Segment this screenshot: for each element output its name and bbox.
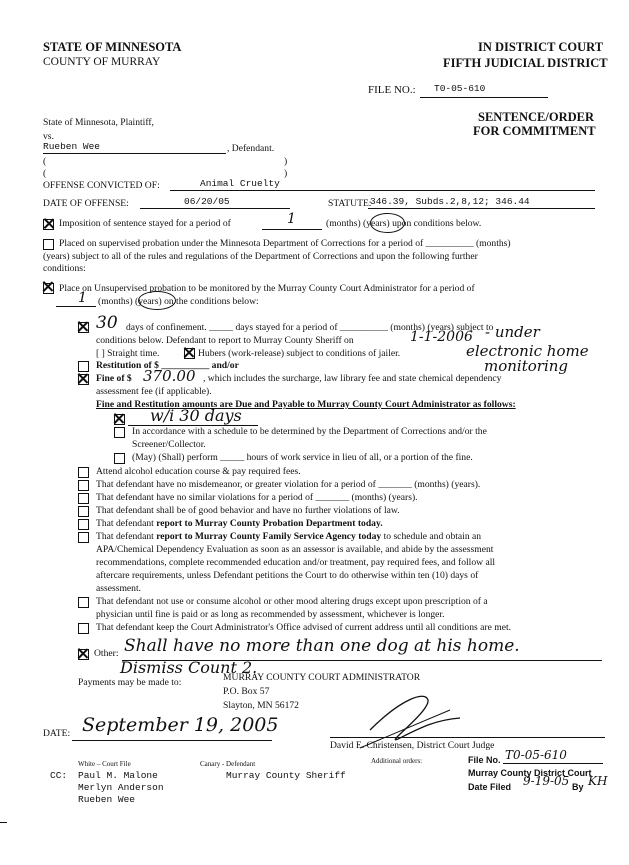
vs-line: vs. — [43, 131, 54, 142]
keep-informed-text: That defendant keep the Court Administrator's Office advised of current address until all conditions are met. — [96, 622, 512, 633]
schedule-checkbox[interactable] — [114, 427, 125, 438]
copy-canary: Canary - Defendant — [200, 760, 256, 768]
schedule-text: In accordance with a schedule to be determined by the Department of Corrections and/or the — [132, 426, 487, 437]
imposition-underline — [262, 229, 322, 230]
payment-line-3: Slayton, MN 56172 — [223, 700, 299, 711]
judge-name: David E. Christensen, District Court Judge — [330, 740, 495, 751]
statute-label: STATUTE: — [328, 198, 372, 209]
schedule-text-2: Screener/Collector. — [132, 439, 206, 450]
report-family-text-4: aftercare requirements, unless Defendant petitions the Court to do otherwise within ten (10) days of — [96, 570, 479, 581]
no-misdemeanor-text: That defendant have no misdemeanor, or greater violation for a period of _______ (months) (years). — [96, 479, 481, 490]
court-heading: IN DISTRICT COURT — [478, 40, 604, 54]
paren-left-1: ( — [43, 156, 47, 167]
report-family-bold: report to Murray County Family Service Agency today — [156, 531, 382, 542]
alcohol-text: Attend alcohol education course & pay required fees. — [96, 466, 301, 477]
file-no-label: FILE NO.: — [368, 84, 416, 96]
report-family-text-3: recommendations, complete recommended education and/or treatment, pay required fees, and follow all — [96, 557, 496, 568]
document-title-2: FOR COMMITMENT — [473, 124, 596, 138]
unsupervised-underline — [56, 306, 96, 307]
judge-signature-line — [330, 737, 605, 738]
copy-white: White – Court File — [78, 760, 131, 768]
document-title-1: SENTENCE/ORDER — [478, 110, 594, 124]
report-probation-checkbox[interactable] — [78, 519, 89, 530]
checkmark-icon — [77, 648, 88, 659]
payable-heading: Fine and Restitution amounts are Due and Payable to Murray County Court Administrator as follows: — [96, 399, 516, 410]
straight-time: [ ] Straight time. — [96, 348, 160, 359]
payment-line-2: P.O. Box 57 — [223, 686, 270, 697]
no-similar-checkbox[interactable] — [78, 493, 89, 504]
supervised-text-2: (years) subject to all of the rules and regulations of the Department of Corrections and upon the following further — [43, 251, 478, 262]
statute-underline — [368, 208, 595, 209]
date-hand: September 19, 2005 — [82, 714, 279, 736]
cc-3: Merlyn Anderson — [78, 782, 164, 793]
scan-edge-mark — [0, 822, 7, 823]
imposition-units: (months) (years) upon conditions below. — [326, 218, 482, 229]
no-alcohol-text-2: physician until fine is paid or as long as recommended by assessment, whichever is longer. — [96, 609, 445, 620]
good-behavior-text: That defendant shall be of good behavior and have no further violations of law. — [96, 505, 400, 516]
cc-2: Murray County Sheriff — [226, 770, 346, 781]
checkmark-icon — [183, 347, 194, 358]
stamp-file-underline — [503, 763, 603, 764]
file-no-value: T0-05-610 — [434, 83, 486, 94]
years-circle — [138, 291, 176, 310]
offense-underline — [170, 190, 595, 191]
confinement-date: 1-1-2006 — [410, 329, 473, 345]
other-label: Other: — [94, 648, 119, 659]
other-hand: Shall have no more than one dog at his home. — [124, 636, 520, 656]
cc-label: CC: — [50, 770, 68, 781]
restitution-checkbox[interactable] — [78, 361, 89, 372]
fine-label: Fine of $ — [96, 373, 132, 384]
years-circle — [370, 213, 405, 233]
checkmark-icon — [42, 281, 53, 292]
keep-informed-checkbox[interactable] — [78, 623, 89, 634]
fine-text: , which includes the surcharge, law library fee and state chemical dependency — [203, 373, 502, 384]
stamp-file-value: T0-05-610 — [505, 748, 567, 762]
statute-value: 346.39, Subds.2,8,12; 346.44 — [370, 196, 530, 207]
fine-text-2: assessment fee (if applicable). — [96, 386, 212, 397]
confinement-text: days of confinement. _____ days stayed for a period of __________ (months) (years) subject to — [126, 322, 494, 333]
payment-line-1: MURRAY COUNTY COURT ADMINISTRATOR — [223, 672, 421, 683]
offense-date-value: 06/20/05 — [184, 196, 230, 207]
supervised-text-3: conditions: — [43, 263, 86, 274]
plaintiff-line: State of Minnesota, Plaintiff, — [43, 117, 154, 128]
checkmark-icon — [77, 373, 88, 384]
dismiss-hand: Dismiss Count 2. — [120, 658, 258, 677]
paren-right-1: ) — [284, 156, 288, 167]
checkmark-icon — [113, 413, 124, 424]
community-checkbox[interactable] — [114, 453, 125, 464]
report-family-suffix: to schedule and obtain an — [381, 531, 482, 542]
stamp-by-value: KH — [588, 774, 608, 788]
handwritten-monitoring: monitoring — [484, 357, 569, 375]
unsupervised-text: Place on Unsupervised probation to be monitored by the Murray County Court Administrator for a period of — [59, 283, 475, 294]
unsupervised-text-2: (months) (years) on the conditions below: — [98, 296, 259, 307]
no-alcohol-checkbox[interactable] — [78, 597, 89, 608]
date-underline — [72, 740, 272, 741]
defendant-underline — [43, 153, 226, 154]
restitution-text: Restitution of $ __________ and/or — [96, 360, 239, 371]
offense-date-label: DATE OF OFFENSE: — [43, 198, 129, 209]
defendant-suffix: , Defendant. — [227, 143, 275, 154]
report-probation-bold: report to Murray County Probation Department today. — [156, 518, 383, 529]
stamp-filed-label: Date Filed — [468, 782, 512, 792]
paren-left-2: ( — [43, 168, 47, 179]
stamp-by-label: By — [572, 782, 584, 792]
state-heading: STATE OF MINNESOTA — [43, 40, 182, 54]
alcohol-checkbox[interactable] — [78, 467, 89, 478]
offense-value: Animal Cruelty — [200, 178, 280, 189]
report-family-text — [96, 531, 481, 543]
stamp-court: Murray County District Court — [468, 768, 592, 778]
no-similar-text: That defendant have no similar violations for a period of _______ (months) (years). — [96, 492, 418, 503]
handwritten-electronic: electronic home — [466, 342, 589, 360]
checkmark-icon — [77, 321, 88, 332]
good-behavior-checkbox[interactable] — [78, 506, 89, 517]
no-misdemeanor-checkbox[interactable] — [78, 480, 89, 491]
defendant-name: Rueben Wee — [43, 141, 101, 152]
confinement-text-2: conditions below. Defendant to report to Murray County Sheriff on — [96, 335, 354, 346]
imposition-value: 1 — [287, 211, 296, 227]
district-heading: FIFTH JUDICIAL DISTRICT — [443, 56, 608, 70]
report-probation-prefix: That defendant — [96, 518, 157, 529]
cc-4: Rueben Wee — [78, 794, 136, 805]
report-family-text-5: assessment. — [96, 583, 142, 594]
county-heading: COUNTY OF MURRAY — [43, 56, 161, 68]
confinement-days: 30 — [96, 313, 118, 333]
stamp-filed-value: 9-19-05 — [523, 774, 570, 788]
unsupervised-value: 1 — [78, 290, 87, 306]
date-label: DATE: — [43, 728, 71, 739]
cc-1: Paul M. Malone — [78, 770, 158, 781]
additional-orders: Additional orders: — [371, 757, 423, 765]
hubers-text: Hubers (work-release) subject to conditions of jailer. — [198, 348, 401, 359]
offense-date-underline — [140, 208, 290, 209]
offense-label: OFFENSE CONVICTED OF: — [43, 180, 160, 191]
report-family-text-2: APA/Chemical Dependency Evaluation as soon as an assessor is available, and abide by the assessment — [96, 544, 494, 555]
supervised-text: Placed on supervised probation under the Minnesota Department of Corrections for a period of __________ (months) — [59, 238, 511, 249]
checkmark-icon — [43, 218, 54, 229]
file-no-underline — [420, 97, 548, 98]
supervised-checkbox[interactable] — [43, 239, 54, 250]
imposition-text: Imposition of sentence stayed for a period of — [59, 218, 231, 229]
stamp-file-label: File No. — [468, 755, 501, 765]
report-probation-text — [96, 518, 383, 530]
handwritten-under: - under — [485, 323, 540, 341]
community-text: (May) (Shall) perform _____ hours of work service in lieu of all, or a portion of the fine. — [132, 452, 473, 463]
report-family-prefix: That defendant — [96, 531, 157, 542]
payment-label: Payments may be made to: — [78, 677, 182, 688]
no-alcohol-text: That defendant not use or consume alcohol or other mood altering drugs except upon prescription of a — [96, 596, 488, 607]
payable-hand: w/i 30 days — [150, 406, 242, 425]
report-family-checkbox[interactable] — [78, 532, 89, 543]
paren-right-2: ) — [284, 168, 288, 179]
fine-value: 370.00 — [143, 367, 196, 385]
